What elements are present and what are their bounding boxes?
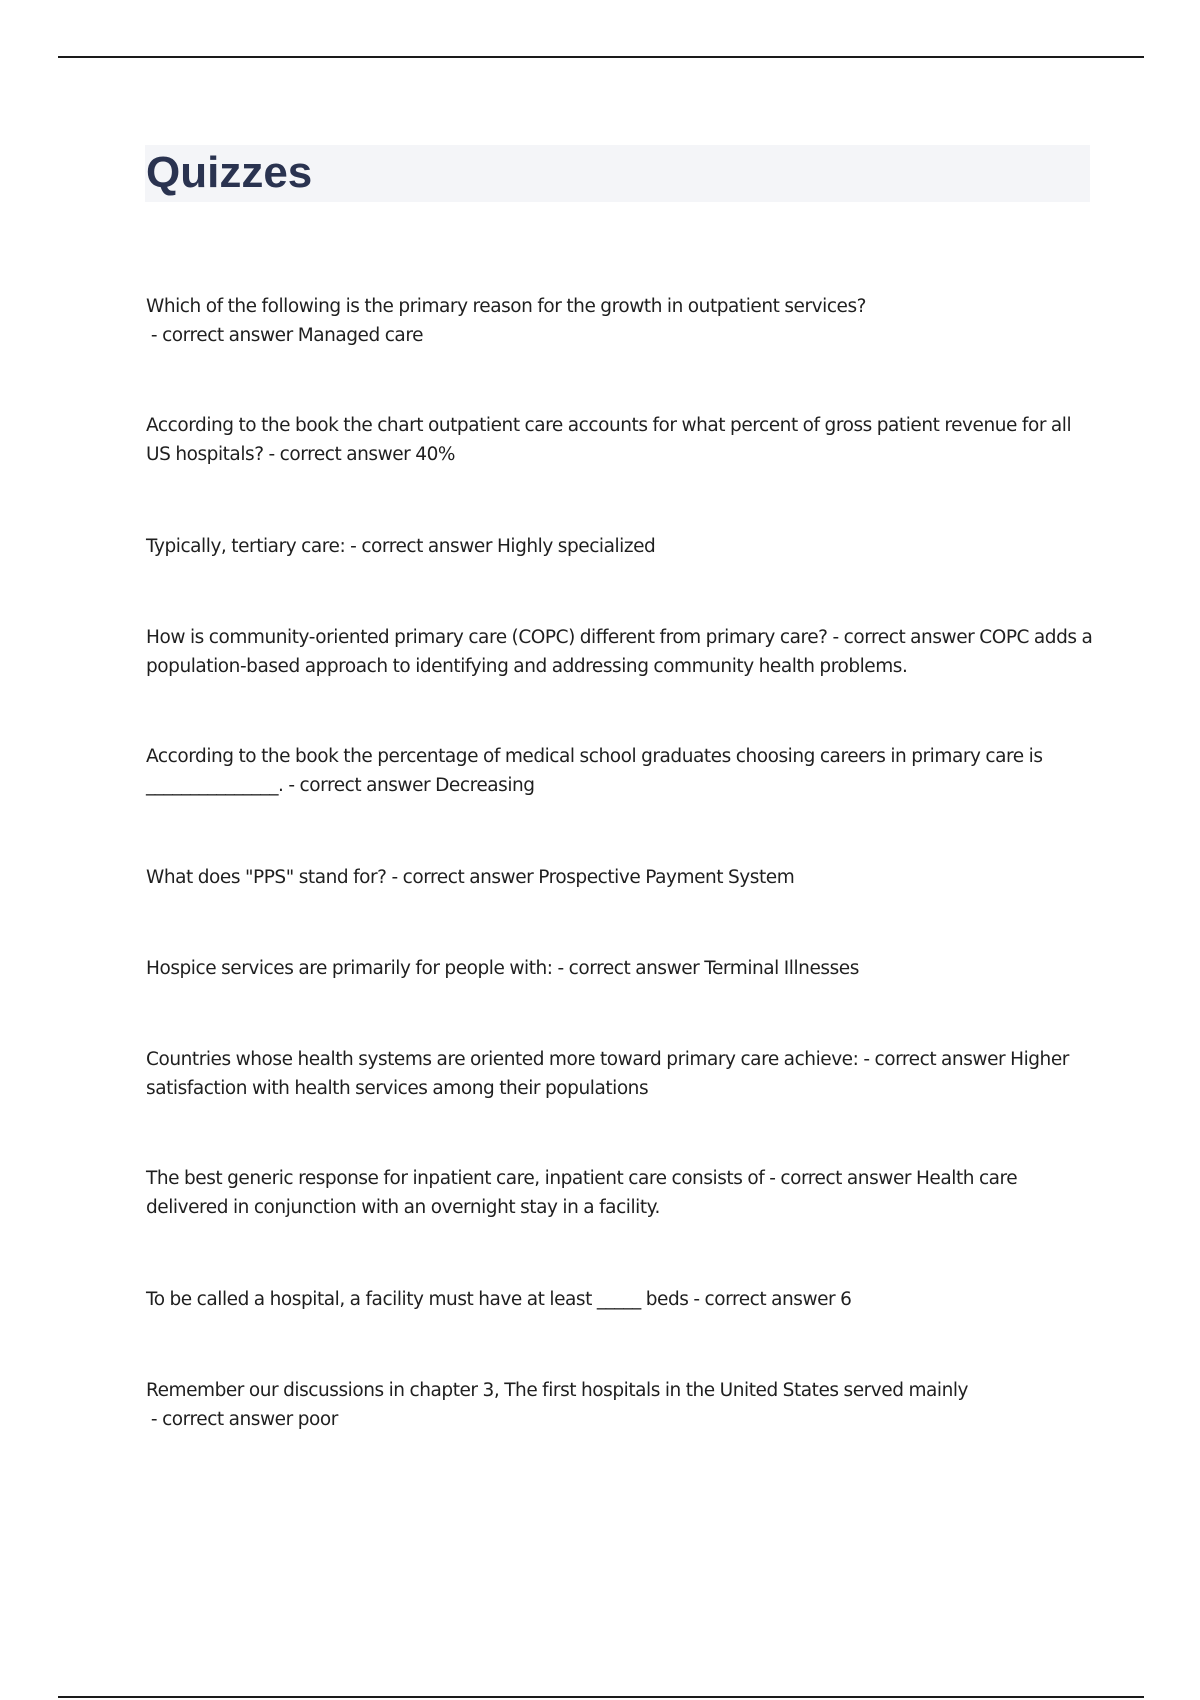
qa-item	[146, 532, 1096, 561]
answer-text: Prospective Payment System	[538, 867, 795, 888]
answer-text: Decreasing	[435, 775, 535, 796]
answer-text: poor	[297, 1409, 338, 1430]
answer-separator: - correct answer	[764, 1168, 916, 1189]
answer-text: Health care delivered in conjunction with an overnight stay in a facility.	[146, 1168, 1018, 1218]
answer-text: COPC adds a population-based approach to identifying and addressing community health problems.	[146, 627, 1093, 677]
answer-text: 40%	[415, 444, 456, 465]
answer-separator: - correct answer	[146, 325, 298, 346]
qa-item	[146, 623, 1096, 681]
answer-separator: - correct answer	[827, 627, 980, 648]
answer-separator: - correct answer	[858, 1049, 1011, 1070]
answer-text: Managed care	[297, 325, 424, 346]
qa-item	[146, 863, 1096, 892]
question-text: Countries whose health systems are oriented more toward primary care achieve:	[146, 1049, 859, 1070]
qa-item	[146, 742, 1096, 800]
qa-item	[146, 1285, 1096, 1314]
qa-item	[146, 411, 1096, 469]
answer-text: Terminal Illnesses	[704, 958, 859, 979]
qa-item	[146, 954, 1096, 983]
answer-text: Highly specialized	[496, 536, 656, 557]
qa-item	[146, 1045, 1096, 1103]
footer-rule	[58, 1696, 1144, 1698]
question-text: What does "PPS" stand for?	[146, 867, 387, 888]
question-text: According to the book the chart outpatient care accounts for what percent of gross patient revenue for all US hospitals?	[146, 415, 1072, 465]
answer-separator: - correct answer	[283, 775, 436, 796]
qa-item	[146, 1376, 1096, 1434]
header-rule	[58, 56, 1144, 58]
qa-item	[146, 1164, 1096, 1222]
question-text: Remember our discussions in chapter 3, The first hospitals in the United States served mainly	[146, 1380, 969, 1401]
answer-separator: - correct answer	[345, 536, 497, 557]
question-text: Typically, tertiary care:	[146, 536, 346, 557]
answer-text: Higher satisfaction with health services among their populations	[146, 1049, 1069, 1099]
answer-text: 6	[840, 1289, 852, 1310]
question-text: To be called a hospital, a facility must have at least _____ beds	[146, 1289, 689, 1310]
question-text: Hospice services are primarily for people with:	[146, 958, 553, 979]
answer-separator: - correct answer	[263, 444, 416, 465]
answer-separator: - correct answer	[386, 867, 539, 888]
page-title: Quizzes	[146, 148, 313, 197]
qa-item	[146, 292, 1096, 350]
answer-separator: - correct answer	[552, 958, 705, 979]
question-text: How is community-oriented primary care (COPC) different from primary care?	[146, 627, 828, 648]
question-text: According to the book the percentage of medical school graduates choosing careers in primary care is _______________.	[146, 746, 1043, 796]
answer-separator: - correct answer	[146, 1409, 298, 1430]
answer-separator: - correct answer	[688, 1289, 841, 1310]
question-text: Which of the following is the primary reason for the growth in outpatient services?	[146, 296, 867, 317]
question-text: The best generic response for inpatient care, inpatient care consists of	[146, 1168, 765, 1189]
